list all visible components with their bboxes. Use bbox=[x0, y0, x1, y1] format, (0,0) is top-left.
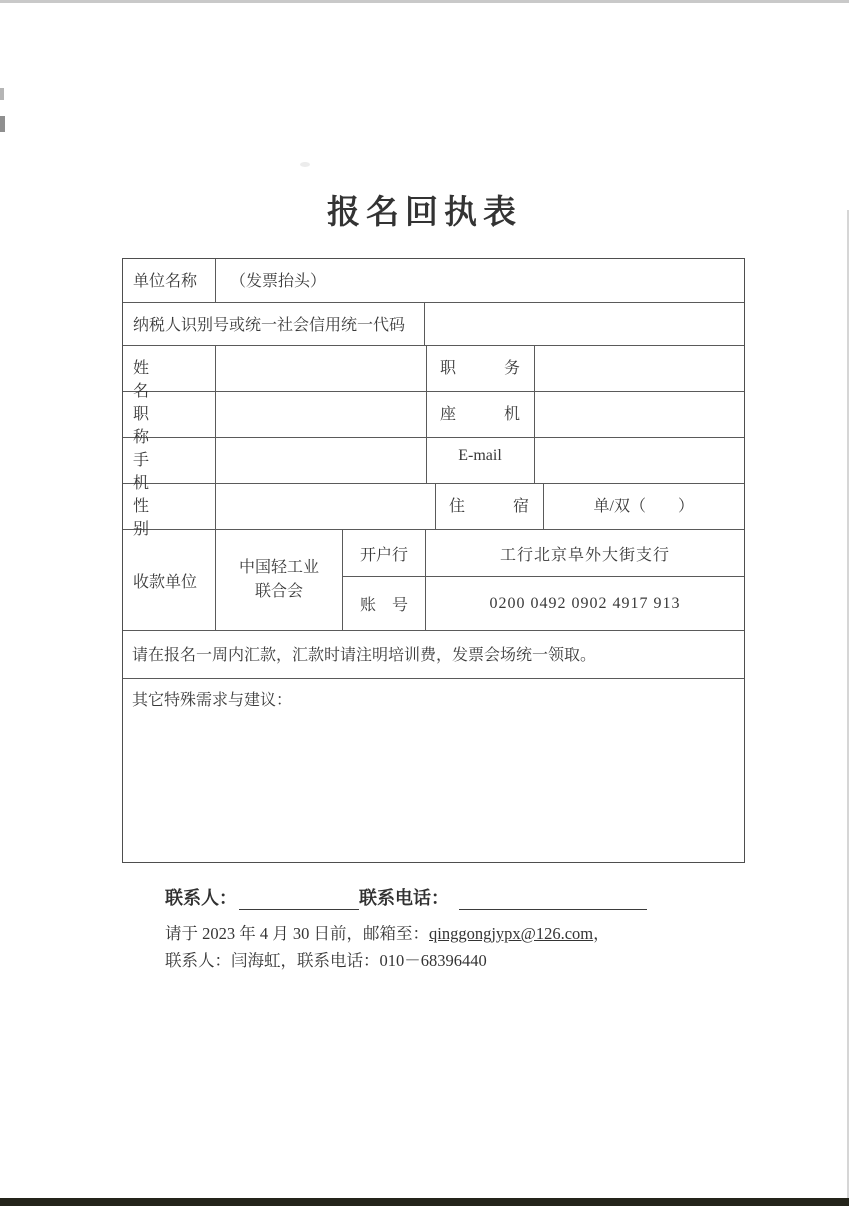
contact-name-blank[interactable] bbox=[239, 890, 359, 910]
registration-table bbox=[122, 258, 745, 863]
mobile-field[interactable] bbox=[216, 438, 427, 483]
landline-field[interactable] bbox=[535, 392, 745, 437]
deadline-text: 请于 2023 年 4 月 30 日前，邮箱至： bbox=[165, 924, 429, 943]
table-row-company bbox=[123, 259, 744, 303]
remittance-note: 请在报名一周内汇款，汇款时请注明培训费，发票会场统一领取。 bbox=[132, 647, 597, 664]
footer-contact-line bbox=[165, 884, 647, 910]
mobile-label: 手 机 bbox=[123, 438, 216, 483]
table-row-taxid bbox=[123, 303, 744, 346]
accommodation-label: 住 宿 bbox=[436, 484, 544, 529]
scan-bottom-band bbox=[0, 1198, 849, 1206]
scan-artifact bbox=[0, 88, 4, 100]
taxid-label: 纳税人识别号或统一社会信用统一代码 bbox=[123, 303, 425, 345]
company-name-field[interactable]: （发票抬头） bbox=[230, 273, 327, 290]
scan-artifact bbox=[300, 162, 310, 167]
title-field[interactable] bbox=[216, 392, 427, 437]
table-row-remittance-note bbox=[123, 631, 744, 679]
bank-row bbox=[343, 530, 744, 577]
page-title: 报名回执表 bbox=[327, 195, 522, 231]
contact-label: 联系人： bbox=[165, 888, 237, 908]
footer-organizer-contact: 联系人：闫海虹，联系电话：010－68396440 bbox=[165, 951, 487, 970]
scan-top-edge bbox=[0, 0, 849, 3]
table-row-mobile-email bbox=[123, 438, 744, 492]
account-number: 0200 0492 0902 4917 913 bbox=[489, 594, 681, 612]
table-row-name-position bbox=[123, 346, 744, 400]
phone-label: 联系电话： bbox=[359, 888, 449, 908]
bank-account-group bbox=[343, 530, 744, 630]
footer-deadline-line bbox=[165, 920, 610, 944]
deadline-suffix: ， bbox=[593, 924, 610, 943]
position-field[interactable] bbox=[535, 346, 745, 391]
company-name-label: 单位名称 bbox=[123, 259, 216, 302]
table-row-suggestions bbox=[123, 679, 744, 862]
email-label: E-mail bbox=[427, 438, 535, 483]
table-row-title-landline bbox=[123, 392, 744, 446]
account-row bbox=[343, 577, 744, 630]
scan-artifact bbox=[0, 116, 5, 132]
table-row-payee bbox=[123, 530, 744, 631]
account-label: 账 号 bbox=[343, 577, 426, 630]
payee-org bbox=[216, 530, 343, 630]
title-label: 职 称 bbox=[123, 392, 216, 437]
accommodation-field[interactable]: 单/双（ ） bbox=[593, 498, 694, 515]
suggestions-field[interactable]: 其它特殊需求与建议： bbox=[132, 692, 293, 709]
payee-label: 收款单位 bbox=[123, 530, 216, 630]
position-label: 职 务 bbox=[427, 346, 535, 391]
email-field[interactable] bbox=[535, 438, 745, 483]
name-label: 姓 名 bbox=[123, 346, 216, 391]
bank-label: 开户行 bbox=[343, 530, 426, 576]
taxid-field[interactable] bbox=[425, 303, 744, 345]
name-field[interactable] bbox=[216, 346, 427, 391]
payee-org-name: 中国轻工业联合会 bbox=[238, 559, 319, 600]
contact-phone-blank[interactable] bbox=[459, 890, 647, 910]
submission-email: qinggongjypx@126.com bbox=[429, 924, 594, 943]
landline-label: 座 机 bbox=[427, 392, 535, 437]
gender-label: 性 别 bbox=[123, 484, 216, 529]
table-row-gender-accommodation bbox=[123, 484, 744, 538]
gender-field[interactable] bbox=[216, 484, 436, 529]
bank-value: 工行北京阜外大街支行 bbox=[499, 546, 670, 564]
